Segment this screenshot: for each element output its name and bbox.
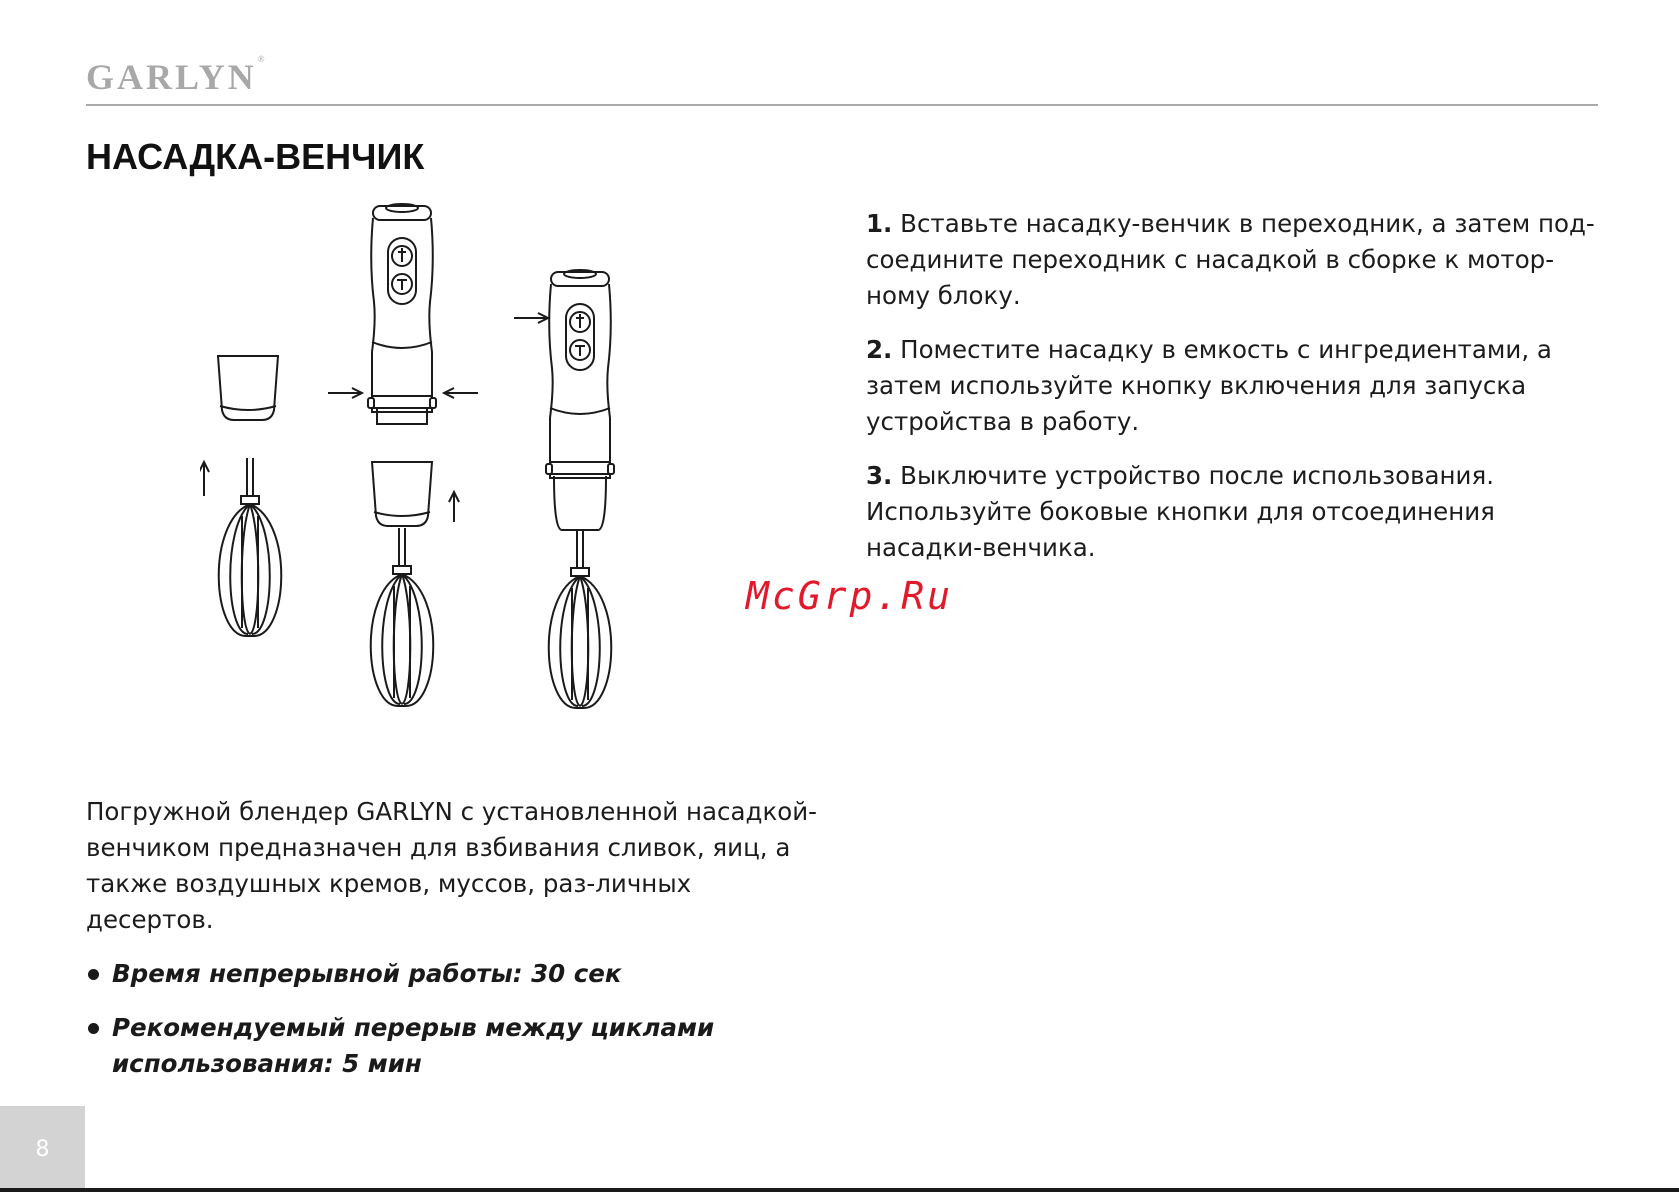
bullet-icon [88, 1023, 99, 1034]
bullet-icon [88, 969, 99, 980]
registered-mark: ® [257, 54, 268, 64]
step-text: Выключите устройство после использования. Используйте боковые кнопки для отсоединения насадки-венчика. [866, 461, 1495, 562]
page-title: НАСАДКА-ВЕНЧИК [86, 136, 425, 177]
header-rule [86, 104, 1598, 106]
brand-logo [86, 56, 268, 98]
page-number: 8 [35, 1136, 50, 1162]
instruction-steps [866, 206, 1611, 584]
list-item-text: Время непрерывной работы: 30 сек [112, 959, 622, 988]
whisk-assembly-illustration [200, 200, 730, 760]
step-number: 3. [866, 461, 893, 490]
brand-name: GARLYN [86, 57, 257, 97]
step-number: 2. [866, 335, 893, 364]
list-item-text: Рекомендуемый перерыв между циклами использования: 5 мин [112, 1013, 715, 1078]
list-item [86, 1010, 826, 1082]
step-text: Вставьте насадку-венчик в переходник, а затем под-соедините переходник с насадкой в сборке к мотор-ному блоку. [866, 209, 1595, 310]
watermark-text: McGrp.Ru [746, 574, 954, 618]
spec-list [86, 956, 826, 1100]
step-item [866, 458, 1611, 566]
intro-paragraph: Погружной блендер GARLYN с установленной насадкой-венчиком предназначен для взбивания сливок, яиц, а также воздушных кремов, муссов, раз-личных десертов. [86, 797, 818, 934]
step-item [866, 206, 1611, 314]
list-item [86, 956, 826, 992]
step-number: 1. [866, 209, 893, 238]
bottom-rule [0, 1188, 1679, 1192]
page-number-badge [0, 1106, 85, 1192]
step-text: Поместите насадку в емкость с ингредиентами, а затем используйте кнопку включения для запуска устройства в работу. [866, 335, 1552, 436]
step-item [866, 332, 1611, 440]
